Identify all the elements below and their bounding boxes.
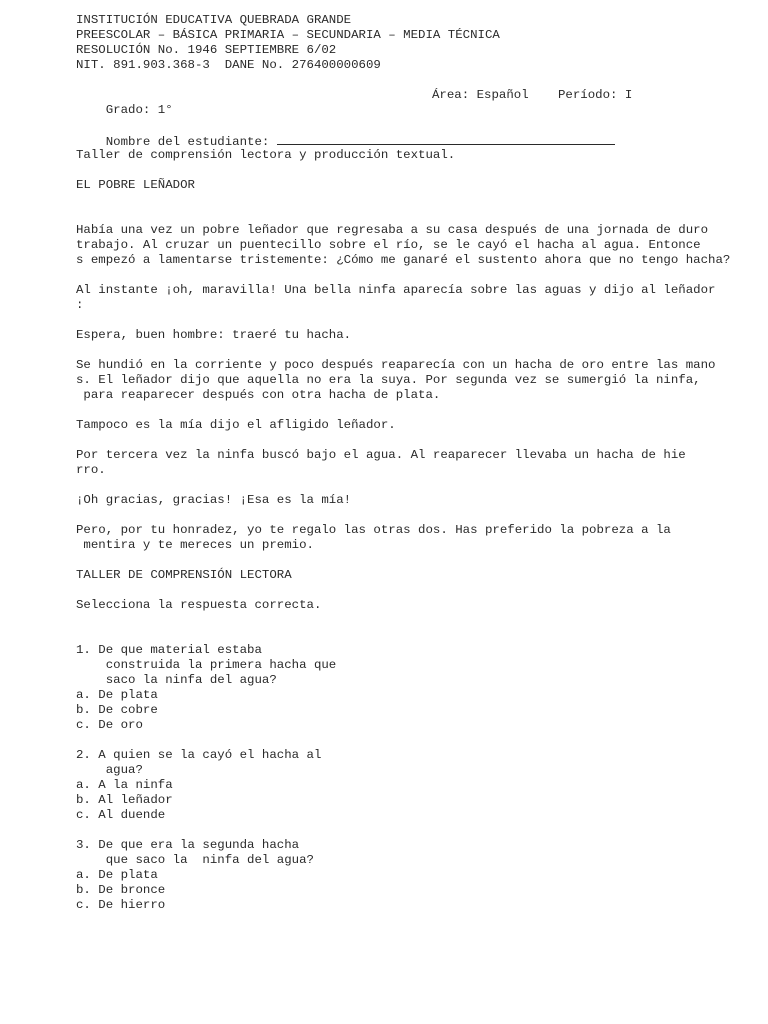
story-paragraph — [76, 283, 756, 313]
story-line: rro. — [76, 463, 106, 477]
education-levels: PREESCOLAR – BÁSICA PRIMARIA – SECUNDARIA – MEDIA TÉCNICA — [76, 28, 500, 42]
story-body — [76, 223, 756, 568]
question-text: construida la primera hacha que — [76, 658, 337, 672]
workshop-title: Taller de comprensión lectora y producción textual. — [76, 148, 456, 162]
story-line: ¡Oh gracias, gracias! ¡Esa es la mía! — [76, 493, 352, 507]
story-line: : — [76, 298, 84, 312]
student-name-label: Nombre del estudiante: — [105, 135, 277, 149]
answer-option[interactable]: b. Al leñador — [76, 793, 173, 807]
quiz-instruction: Selecciona la respuesta correcta. — [76, 598, 322, 612]
resolution-text: RESOLUCIÓN No. 1946 SEPTIEMBRE 6/02 — [76, 43, 337, 57]
answer-option[interactable]: b. De bronce — [76, 883, 166, 897]
story-line: Tampoco es la mía dijo el afligido leñador. — [76, 418, 396, 432]
story-paragraph — [76, 418, 756, 433]
story-line: Había una vez un pobre leñador que regresaba a su casa después de una jornada de duro — [76, 223, 709, 237]
story-line: trabajo. Al cruzar un puentecillo sobre el río, se le cayó el hacha al agua. Entonce — [76, 238, 701, 252]
student-name-blank[interactable] — [277, 133, 615, 145]
question-text: 2. A quien se la cayó el hacha al — [76, 748, 322, 762]
student-name-row — [76, 118, 756, 149]
answer-option[interactable]: a. De plata — [76, 688, 158, 702]
story-paragraph — [76, 358, 756, 403]
grade-label: Grado: 1° — [105, 103, 173, 117]
story-line: Espera, buen hombre: traeré tu hacha. — [76, 328, 352, 342]
story-line: s. El leñador dijo que aquella no era la suya. Por segunda vez se sumergió la ninfa, — [76, 373, 701, 387]
story-title: EL POBRE LEÑADOR — [76, 178, 195, 192]
story-line: Por tercera vez la ninfa buscó bajo el agua. Al reaparecer llevaba un hacha de hie — [76, 448, 686, 462]
story-paragraph — [76, 223, 756, 268]
answer-option[interactable]: b. De cobre — [76, 703, 158, 717]
story-paragraph — [76, 493, 756, 508]
story-line: Pero, por tu honradez, yo te regalo las otras dos. Has preferido la pobreza a la — [76, 523, 671, 537]
institution-name: INSTITUCIÓN EDUCATIVA QUEBRADA GRANDE — [76, 13, 352, 27]
quiz-question — [76, 643, 756, 733]
answer-option[interactable]: c. De hierro — [76, 898, 166, 912]
nit-dane-text: NIT. 891.903.368-3 DANE No. 276400000609 — [76, 58, 381, 72]
story-line: s empezó a lamentarse tristemente: ¿Cómo me ganaré el sustento ahora que no tengo hacha? — [76, 253, 731, 267]
quiz-question — [76, 838, 756, 913]
story-paragraph — [76, 523, 756, 553]
header-block — [76, 13, 756, 73]
story-line: Se hundió en la corriente y poco después reaparecía con un hacha de oro entre las mano — [76, 358, 716, 372]
question-text: agua? — [76, 763, 143, 777]
answer-option[interactable]: c. De oro — [76, 718, 143, 732]
question-text: 1. De que material estaba — [76, 643, 262, 657]
quiz-body — [76, 643, 756, 913]
question-text: saco la ninfa del agua? — [76, 673, 277, 687]
question-text: que saco la ninfa del agua? — [76, 853, 314, 867]
quiz-question — [76, 748, 756, 823]
grade-area-period-row — [76, 88, 756, 117]
document-page — [76, 13, 756, 913]
area-label: Área: Español — [432, 88, 529, 102]
period-label: Período: I — [558, 88, 633, 102]
story-line: Al instante ¡oh, maravilla! Una bella ninfa aparecía sobre las aguas y dijo al leñador — [76, 283, 716, 297]
answer-option[interactable]: a. A la ninfa — [76, 778, 173, 792]
quiz-title: TALLER DE COMPRENSIÓN LECTORA — [76, 568, 292, 582]
story-line: para reaparecer después con otra hacha de plata. — [76, 388, 441, 402]
answer-option[interactable]: c. Al duende — [76, 808, 166, 822]
story-paragraph — [76, 448, 756, 478]
answer-option[interactable]: a. De plata — [76, 868, 158, 882]
story-line: mentira y te mereces un premio. — [76, 538, 314, 552]
story-paragraph — [76, 328, 756, 343]
question-text: 3. De que era la segunda hacha — [76, 838, 300, 852]
